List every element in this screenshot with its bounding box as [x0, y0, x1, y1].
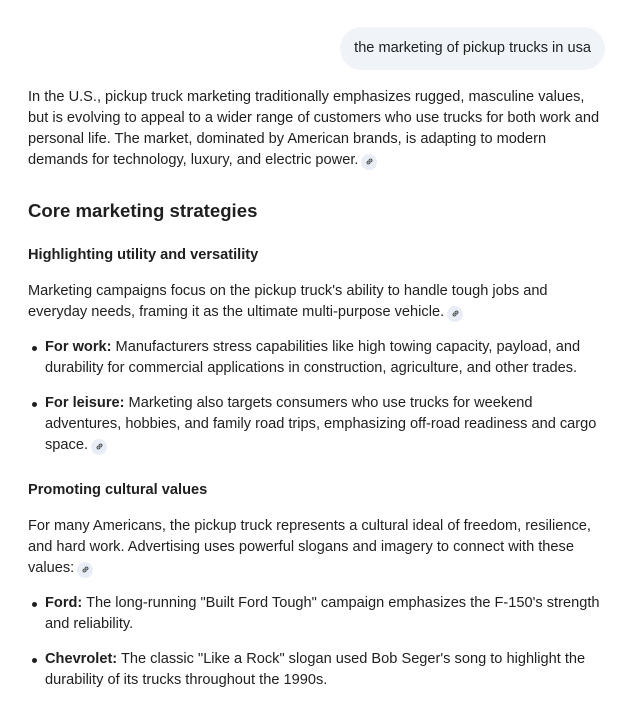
subsection-title-cultural: Promoting cultural values: [28, 482, 208, 498]
paragraph-text: For many Americans, the pickup truck represents a cultural ideal of freedom, resilience, and hard work. Advertising uses powerful slogans and imagery to connect with these values:: [28, 518, 591, 576]
bullet-dot: [32, 346, 37, 351]
bullet-text: Manufacturers stress capabilities like high towing capacity, payload, and durability for commercial applications in construction, agriculture, and other trades.: [45, 339, 581, 376]
link-icon[interactable]: [77, 562, 93, 578]
paragraph-text: Marketing campaigns focus on the pickup truck's ability to handle tough jobs and everyday needs, framing it as the ultimate multi-purpose vehicle.: [28, 283, 548, 320]
user-message-row: [340, 27, 605, 70]
subsection-paragraph-utility: [28, 281, 608, 323]
bullet-text: Marketing also targets consumers who use trucks for weekend adventures, hobbies, and family road trips, emphasizing off-road readiness and cargo space.: [45, 395, 597, 453]
list-item: [28, 393, 608, 456]
bullet-label: For work:: [45, 339, 112, 355]
subsection-paragraph-cultural: [28, 516, 608, 579]
list-item: [28, 337, 608, 379]
list-item: [28, 593, 608, 635]
bullet-dot: [32, 658, 37, 663]
user-message-bubble: the marketing of pickup trucks in usa: [340, 27, 605, 70]
list-item: [28, 649, 608, 691]
link-icon[interactable]: [447, 306, 463, 322]
section-heading: Core marketing strategies: [28, 200, 258, 221]
bullet-label: For leisure:: [45, 395, 125, 411]
bullet-dot: [32, 602, 37, 607]
link-icon[interactable]: [91, 439, 107, 455]
subsection-title-utility: Highlighting utility and versatility: [28, 247, 259, 263]
intro-text: In the U.S., pickup truck marketing traditionally emphasizes rugged, masculine values, but is evolving to appeal to a wider range of customers who use trucks for both work and personal life. The market, dominated by American brands, is adapting to modern demands for technology, luxury, and electric power.: [28, 89, 600, 168]
bullet-label: Ford:: [45, 595, 83, 611]
assistant-response: [28, 87, 608, 705]
intro-paragraph: [28, 87, 608, 171]
bullet-text: The long-running "Built Ford Tough" campaign emphasizes the F-150's strength and reliability.: [45, 595, 600, 632]
section-spacer: [28, 470, 608, 480]
bullet-label: Chevrolet:: [45, 651, 118, 667]
link-icon[interactable]: [361, 154, 377, 170]
bullet-text: The classic "Like a Rock" slogan used Bob Seger's song to highlight the durability of its trucks throughout the 1990s.: [45, 651, 586, 688]
bullet-dot: [32, 402, 37, 407]
bullet-list-utility: [28, 337, 608, 456]
bullet-list-cultural: [28, 593, 608, 691]
